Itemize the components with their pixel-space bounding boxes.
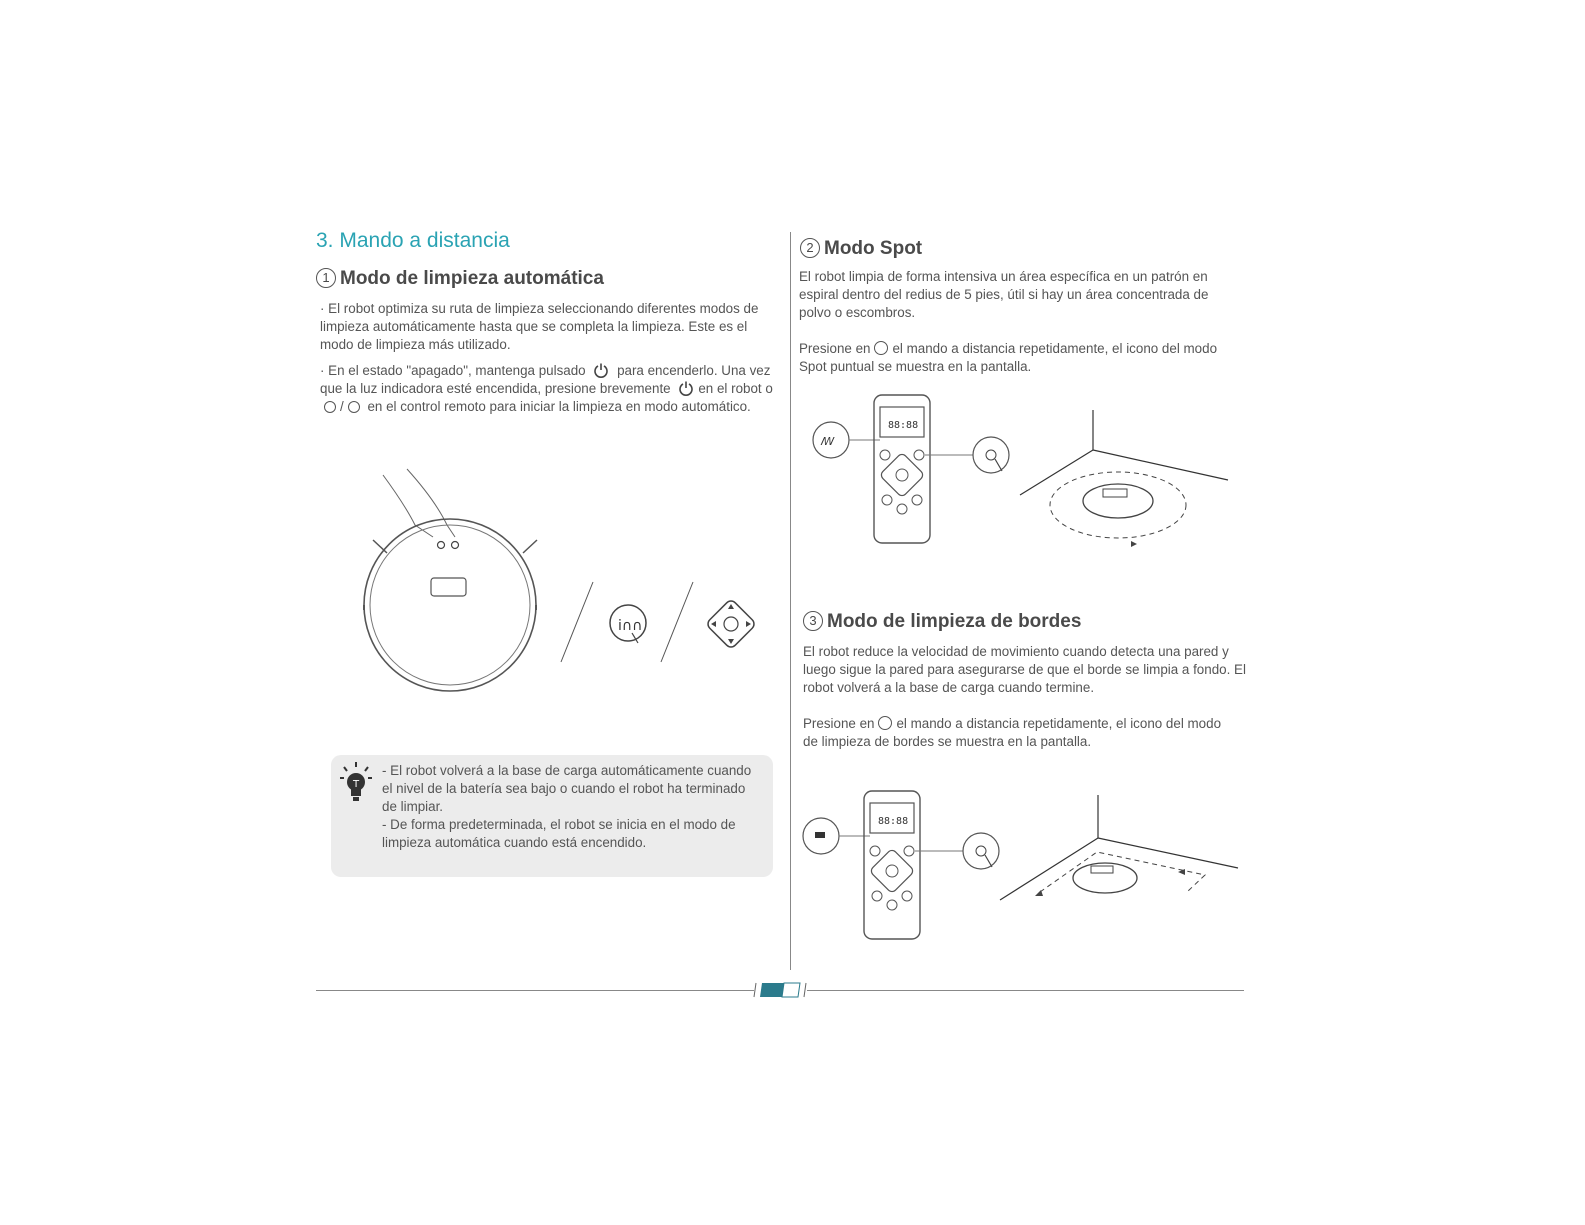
robot-top-view-illustration bbox=[355, 465, 555, 695]
spot-mode-room-illustration bbox=[1015, 405, 1235, 555]
section-edge-para1: El robot reduce la velocidad de movimiento cuando detecta una pared y luego sigue la pared para asegurarse de que el borde se limpia a fondo. El robot volverá a la base de carga cuando termine. bbox=[803, 644, 1246, 695]
section-number: 1 bbox=[316, 268, 336, 288]
svg-text:i∩∩: i∩∩ bbox=[618, 618, 643, 634]
robot-power-button-icon bbox=[608, 603, 650, 645]
power-icon bbox=[678, 380, 694, 396]
edge-button-icon bbox=[878, 716, 892, 730]
spot-button-icon bbox=[874, 341, 888, 355]
section-number: 3 bbox=[803, 611, 823, 631]
power-icon bbox=[593, 362, 609, 378]
lightbulb-icon bbox=[338, 760, 374, 804]
column-divider bbox=[790, 232, 791, 970]
tip-line-1: - El robot volverá a la base de carga automáticamente cuando el nivel de la batería sea bajo o cuando el robot ha terminado de limpiar. bbox=[382, 763, 752, 814]
remote-control-spot-illustration bbox=[810, 393, 1020, 548]
page-title: 3. Mando a distancia bbox=[316, 229, 510, 252]
page-indicator bbox=[750, 982, 810, 998]
edge-mode-room-illustration bbox=[995, 790, 1245, 910]
tip-line-2: - De forma predeterminada, el robot se inicia en el modo de limpieza automática cuando está encendido. bbox=[382, 817, 736, 850]
remote-display-digits: 88:88 bbox=[878, 816, 909, 827]
section-spot-para2: Presione en el mando a distancia repetidamente, el icono del modo Spot puntual se muestra en la pantalla. bbox=[799, 341, 1218, 374]
remote-control-edge-illustration bbox=[800, 789, 1010, 944]
footer-line-right bbox=[807, 990, 1244, 991]
section-number: 2 bbox=[800, 238, 820, 258]
remote-dpad-icon bbox=[705, 598, 757, 650]
remote-display-digits: 88:88 bbox=[888, 420, 919, 431]
section-spot-para1: El robot limpia de forma intensiva un área específica en un patrón en espiral dentro del redius de 5 pies, útil si hay un área concentrada de polvo o escombros. bbox=[799, 269, 1209, 320]
footer-line-left bbox=[316, 990, 754, 991]
section-auto-para2: · En el estado "apagado", mantenga pulsado para encenderlo. Una vez que la luz indicadora esté encendida, presione brevemente en el robot o / en el control remoto para iniciar la limpieza en modo automático. bbox=[320, 363, 773, 414]
svg-text:T: T bbox=[353, 779, 360, 790]
section-edge-para2: Presione en el mando a distancia repetidamente, el icono del modo de limpieza de bordes se muestra en la pantalla. bbox=[803, 716, 1222, 749]
svg-text:ꟿ: ꟿ bbox=[821, 435, 835, 448]
auto-button-icon bbox=[324, 401, 336, 413]
section-auto-para1: · El robot optimiza su ruta de limpieza seleccionando diferentes modos de limpieza automáticamente hasta que se completa la limpieza. Este es el modo de limpieza más utilizado. bbox=[320, 301, 759, 352]
play-button-icon bbox=[348, 401, 360, 413]
section-edge-heading: 3 Modo de limpieza de bordes bbox=[803, 611, 1081, 633]
section-auto-heading: 1 Modo de limpieza automática bbox=[316, 268, 604, 290]
section-spot-heading: 2 Modo Spot bbox=[800, 238, 922, 260]
